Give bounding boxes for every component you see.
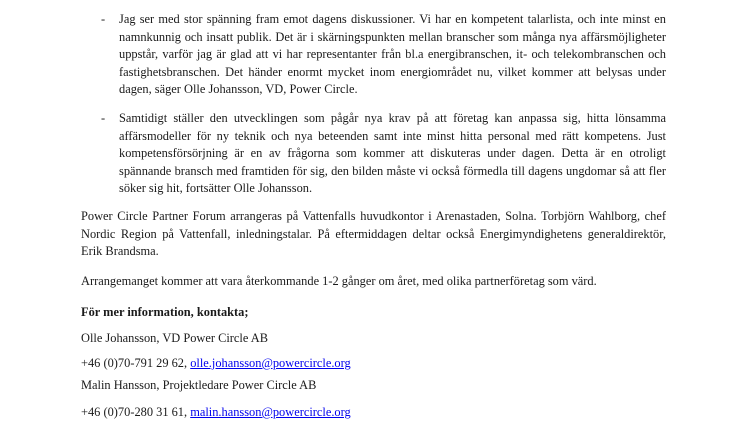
contact-phone-1: +46 (0)70-791 29 62, <box>81 356 191 370</box>
contact-person-2: Malin Hansson, Projektledare Power Circle AB <box>81 378 317 392</box>
bullet-marker-1: - <box>101 12 106 26</box>
contact-person-1: Olle Johansson, VD Power Circle AB <box>81 331 268 345</box>
contact-phone-2: +46 (0)70-280 31 61, <box>81 405 191 419</box>
bullet-quote-2: Samtidigt ställer den utvecklingen som pågår nya krav på att företag kan anpassa sig, hitta lönsamma affärsmodeller för ny teknik och nya beteenden samt inte minst hitta personal med rätt kompetens. Just kompetensförsörjning är en av frågorna som kommer att diskuteras under dagen. Detta är en otroligt spännande bransch med framtiden för sig, den bilden måste vi också förmedla till dagens ungdomar så att fler söker sig hit, fortsätter Olle Johansson. <box>119 111 666 195</box>
bullet-marker-2: - <box>101 111 106 125</box>
contact-line-2 <box>81 404 351 421</box>
contact-email-link-1[interactable]: olle.johansson@powercircle.org <box>190 356 351 370</box>
contact-email-link-2[interactable]: malin.hansson@powercircle.org <box>190 405 351 419</box>
paragraph-recurring: Arrangemanget kommer att vara återkommande 1-2 gånger om året, med olika partnerföretag som värd. <box>81 274 597 288</box>
contact-heading: För mer information, kontakta; <box>81 305 249 319</box>
contact-line-1 <box>81 355 351 372</box>
paragraph-event-info: Power Circle Partner Forum arrangeras på Vattenfalls huvudkontor i Arenastaden, Solna. Torbjörn Wahlborg, chef Nordic Region på Vattenfall, inledningstalar. På eftermiddagen deltar också Energimyndighetens generaldirektör, Erik Brandsma. <box>81 209 666 258</box>
bullet-quote-1: Jag ser med stor spänning fram emot dagens diskussioner. Vi har en kompetent talarlista, och inte minst en namnkunnig och insatt publik. Det är i skärningspunkten mellan branscher som många nya affärsmöjligheter uppstår, varför jag är glad att vi har representanter från bl.a energibranschen, it- och telekombranschen och fastighetsbranschen. Det händer enormt mycket inom energiområdet nu, vilket kommer att belysas under dagen, säger Olle Johansson, VD, Power Circle. <box>119 12 666 96</box>
